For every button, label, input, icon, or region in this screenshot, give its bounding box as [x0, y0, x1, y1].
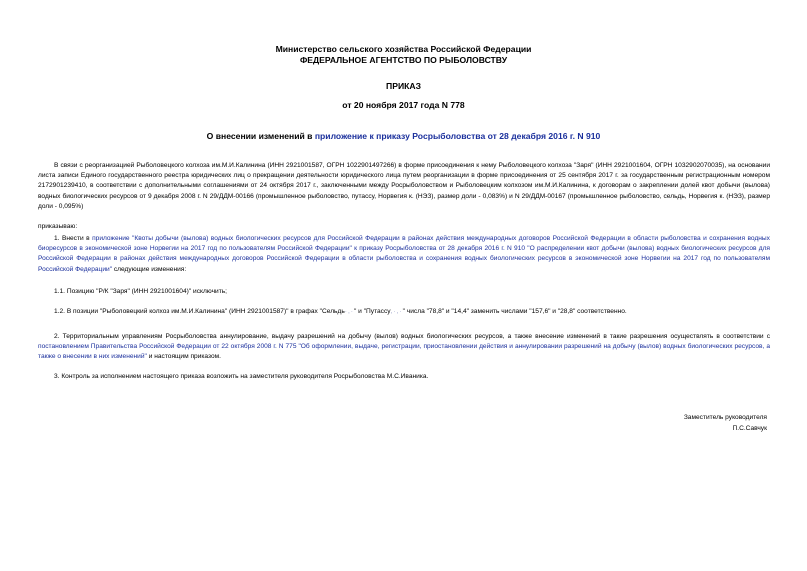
title-link[interactable]: приложение к приказу Росрыболовства от 28 декабря 2016 г. N 910	[314, 131, 601, 141]
item-1-1-paragraph: 1.1. Позицию "Р/К "Заря" (ИНН 2921001604)" исключить;	[54, 288, 227, 295]
agency-name: ФЕДЕРАЛЬНОЕ АГЕНТСТВО ПО РЫБОЛОВСТВУ	[299, 55, 508, 65]
item-1-2-paragraph	[54, 307, 627, 317]
document-date-number: от 20 ноября 2017 года N 778	[342, 100, 465, 110]
item-2-prefix: 2. Территориальным управлениям Росрыболовства аннулирование, выдачу разрешений на добычу (вылов) водных биологических ресурсов, а также внесение изменений в такие разрешения осуществлять в соответствии с	[54, 333, 770, 340]
preamble-paragraph: В связи с реорганизацией Рыболовецкого колхоза им.М.И.Калинина (ИНН 2921001587, ОГРН 1022901497266) в форме присоединения к нему Рыболовецкого колхоза "Заря" (ИНН 2921001604, ОГРН 1032902070035), на основании листа записи Единого государственного реестра юридических лиц о прекращении деятельности юридического лица путем реорганизации в форме присоединения от 25 сентября 2017 г. за государственным регистрационным номером 2172901239410, в соответствии с дополнительными соглашениями от 24 октября 2017 г., заключенными между Росрыболовством и Рыболовецким колхозом им.М.И.Калинина, к договорам о закреплении долей квот добычи (вылова) водных биологических ресурсов от 9 декабря 2008 г. N 29/ДДМ-00166 (промышленное рыболовство, путассу, Норвегия к. (НЭЗ), размер доли - 0,083%) и N 29/ДДМ-00167 (промышленное рыболовство, сельдь, Норвегия к. (НЭЗ), размер доли - 0,095%)	[38, 162, 770, 210]
item-1-prefix: 1. Внести в	[54, 235, 93, 242]
document-title	[0, 131, 807, 141]
item-1-2-part-c: " числа "78,8" и "14,4" заменить числами "157,6" и "28,8" соответственно.	[402, 308, 627, 315]
item-1-2-part-b: " и "Путассу	[354, 308, 391, 315]
item-1-2-part-a: 1.2. В позиции "Рыболовецкий колхоз им.М.И.Калинина" (ИНН 2921001587)" в графах "Сельдь	[54, 308, 345, 315]
item-1-suffix: следующие изменения:	[112, 265, 187, 273]
signature-name: П.С.Савчук	[732, 425, 767, 432]
item-2-link[interactable]: постановлением Правительства Российской Федерации от 22 октября 2008 г. N 775 "Об оформлении, выдаче, регистрации, приостановлении действия и аннулировании разрешений на добычу (вылов) водных биологических ресурсов, а также о внесении в них изменений"	[38, 343, 770, 361]
item-3-paragraph: 3. Контроль за исполнением настоящего приказа возложить на заместителя руководителя Росрыболовства М.С.Иваника.	[54, 373, 429, 380]
sup-marker: ·,·	[344, 308, 354, 315]
document-type: ПРИКАЗ	[386, 81, 421, 91]
item-2-paragraph	[38, 332, 770, 363]
order-word: приказываю:	[38, 223, 78, 230]
item-1-paragraph	[38, 234, 770, 275]
ministry-name: Министерство сельского хозяйства Российской Федерации	[275, 44, 532, 54]
title-prefix: О внесении изменений в	[206, 131, 315, 141]
sup-marker: ,·,·	[390, 308, 403, 315]
item-1-link[interactable]: приложение "Квоты добычи (вылова) водных биологических ресурсов для Российской Федерации в районах действия международных договоров Российской Федерации в области рыболовства и сохранения водных биоресурсов в экономической зоне Норвегии на 2017 год по пользователям Российской Федерации" к приказу Росрыболовства от 28 декабря 2016 г. N 910 "О распределении квот добычи (вылова) водных биологических ресурсов для Российской Федерации в районах действия международных договоров Российской Федерации в области рыболовства и сохранения водных биологических ресурсов в экономической зоне Норвегии на 2017 год по пользователям Российской Федерации"	[38, 235, 770, 273]
signature-position: Заместитель руководителя	[683, 414, 767, 421]
item-2-suffix: и настоящим приказом.	[146, 353, 222, 361]
